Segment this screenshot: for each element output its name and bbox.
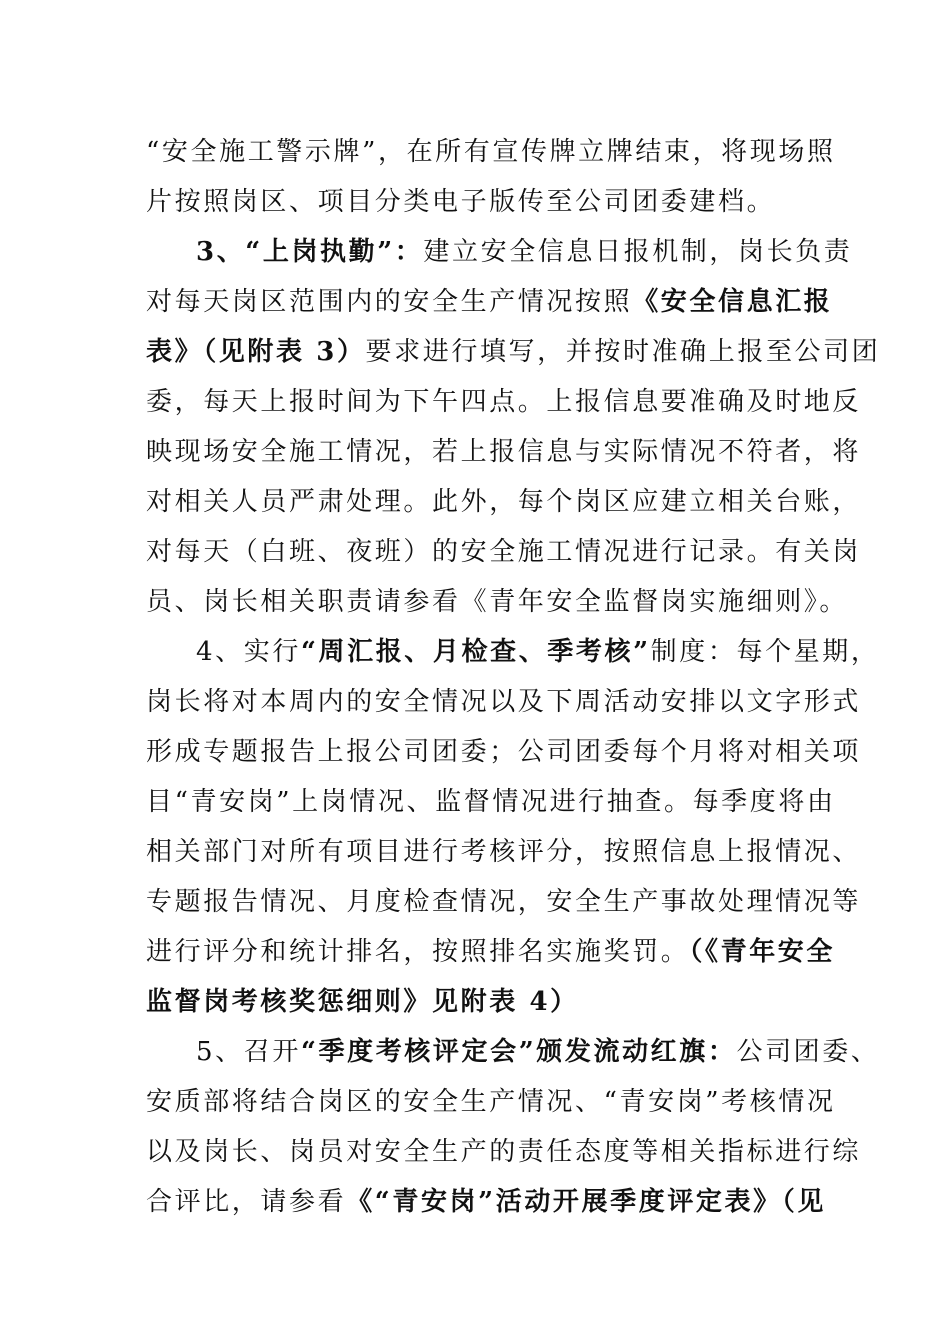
text-run: 制度：每个星期， <box>650 637 880 667</box>
text-run: 相关部门对所有项目进行考核评分，按照信息上报情况、 <box>146 837 862 867</box>
text-run: 4、实行 <box>196 637 301 667</box>
text-run: “安全施工警示牌”，在所有宣传牌立牌结束，将现场照 <box>146 137 836 167</box>
bold-text-run: 《“青安岗”活动开展季度评定表》（见 <box>346 1187 826 1217</box>
bold-text-run: （《青年安全 <box>689 937 836 967</box>
text-run: 委，每天上报时间为下午四点。上报信息要准确及时地反 <box>146 387 862 417</box>
bold-text-run: 表》（见附表 3） <box>146 337 366 367</box>
bold-text-run: “周汇报、月检查、季考核” <box>300 637 651 667</box>
text-line <box>146 432 862 472</box>
text-line <box>196 1032 880 1072</box>
text-run: 对每天（白班、夜班）的安全施工情况进行记录。有关岗 <box>146 537 862 567</box>
text-run: 要求进行填写，并按时准确上报至公司团 <box>365 337 881 367</box>
text-run: 员、岗长相关职责请参看《青年安全监督岗实施细则》。 <box>146 587 849 617</box>
text-run: 公司团委、 <box>736 1037 880 1067</box>
text-run: 进行评分和统计排名，按照排名实施奖罚。 <box>146 937 690 967</box>
text-run: 片按照岗区、项目分类电子版传至公司团委建档。 <box>146 187 776 217</box>
text-line <box>146 482 862 522</box>
text-run: 专题报告情况、月度检查情况，安全生产事故处理情况等 <box>146 887 862 917</box>
bold-text-run: 《安全信息汇报 <box>632 287 833 317</box>
text-line <box>146 1182 826 1222</box>
text-run: 对相关人员严肃处理。此外，每个岗区应建立相关台账， <box>146 487 862 517</box>
text-line <box>146 932 836 972</box>
text-run: 形成专题报告上报公司团委；公司团委每个月将对相关项 <box>146 737 862 767</box>
text-run: 对每天岗区范围内的安全生产情况按照 <box>146 287 633 317</box>
text-run: 合评比，请参看 <box>146 1187 347 1217</box>
bold-text-run: “季度考核评定会”颁发流动红旗： <box>300 1037 737 1067</box>
text-line <box>146 1082 836 1122</box>
text-run: 以及岗长、岗员对安全生产的责任态度等相关指标进行综 <box>146 1137 862 1167</box>
text-line <box>146 282 833 322</box>
text-run: 岗长将对本周内的安全情况以及下周活动安排以文字形式 <box>146 687 862 717</box>
text-line <box>146 832 862 872</box>
text-line <box>146 182 826 222</box>
text-line <box>146 782 836 822</box>
text-run: 建立安全信息日报机制，岗长负责 <box>423 237 853 267</box>
text-line <box>196 232 853 272</box>
text-run: 5、召开 <box>196 1037 301 1067</box>
text-line <box>146 582 849 622</box>
text-line <box>196 632 880 672</box>
text-line <box>146 1132 862 1172</box>
text-line <box>146 132 836 172</box>
text-line <box>146 532 862 572</box>
bold-text-run: 监督岗考核奖惩细则》见附表 4） <box>146 987 579 1017</box>
text-run: 安质部将结合岗区的安全生产情况、“青安岗”考核情况 <box>146 1087 836 1117</box>
text-line <box>146 732 862 772</box>
text-line <box>146 882 862 922</box>
text-line <box>146 332 881 372</box>
text-line <box>146 382 862 422</box>
bold-text-run: 3、“上岗执勤”： <box>196 237 424 267</box>
text-line <box>146 682 862 722</box>
text-run: 目“青安岗”上岗情况、监督情况进行抽查。每季度将由 <box>146 787 836 817</box>
text-run: 映现场安全施工情况，若上报信息与实际情况不符者，将 <box>146 437 862 467</box>
text-line <box>146 982 826 1022</box>
